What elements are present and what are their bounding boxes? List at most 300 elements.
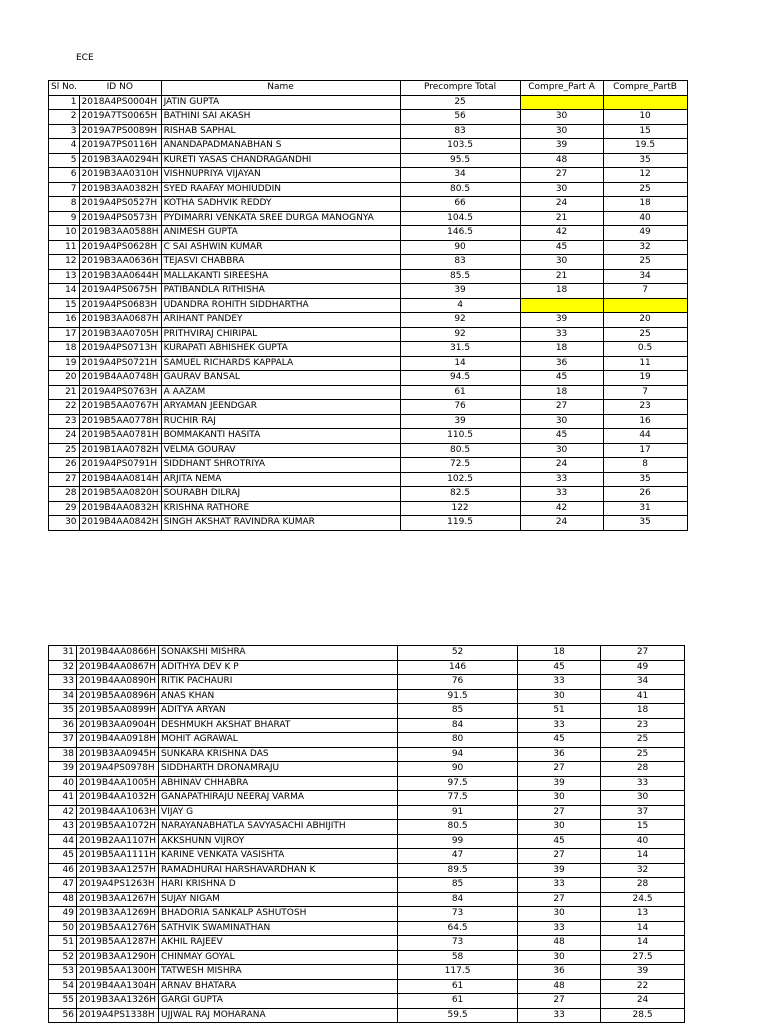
cell-name[interactable]: PYDIMARRI VENKATA SREE DURGA MANOGNYA	[161, 211, 400, 226]
cell-compre-part-a[interactable]: 48	[518, 936, 601, 951]
cell-compre-part-b[interactable]: 24	[601, 994, 685, 1009]
cell-sl-no[interactable]: 32	[49, 660, 77, 675]
cell-name[interactable]: ARIHANT PANDEY	[161, 313, 400, 328]
cell-sl-no[interactable]: 53	[49, 965, 77, 980]
cell-name[interactable]: TATWESH MISHRA	[159, 965, 398, 980]
cell-sl-no[interactable]: 21	[49, 385, 80, 400]
cell-compre-part-a[interactable]: 30	[520, 414, 603, 429]
cell-compre-part-a[interactable]: 33	[520, 327, 603, 342]
cell-precompre-total[interactable]: 61	[398, 979, 518, 994]
cell-sl-no[interactable]: 31	[49, 646, 77, 661]
cell-id-no[interactable]: 2019B3AA0294H	[79, 153, 161, 168]
cell-compre-part-b[interactable]: 35	[603, 516, 687, 531]
cell-compre-part-b[interactable]	[603, 298, 687, 313]
cell-compre-part-a[interactable]: 42	[520, 501, 603, 516]
cell-compre-part-a[interactable]: 33	[518, 878, 601, 893]
cell-id-no[interactable]: 2019B3AA0904H	[77, 718, 159, 733]
cell-sl-no[interactable]: 13	[49, 269, 80, 284]
cell-precompre-total[interactable]: 73	[398, 907, 518, 922]
cell-precompre-total[interactable]: 94.5	[400, 371, 520, 386]
cell-sl-no[interactable]: 16	[49, 313, 80, 328]
cell-compre-part-a[interactable]: 30	[518, 820, 601, 835]
cell-name[interactable]: ARNAV BHATARA	[159, 979, 398, 994]
cell-compre-part-a[interactable]: 30	[518, 907, 601, 922]
cell-compre-part-b[interactable]: 24.5	[601, 892, 685, 907]
cell-precompre-total[interactable]: 83	[400, 255, 520, 270]
cell-precompre-total[interactable]: 25	[400, 95, 520, 110]
cell-precompre-total[interactable]: 76	[400, 400, 520, 415]
cell-id-no[interactable]: 2019B5AA0899H	[77, 704, 159, 719]
cell-compre-part-a[interactable]: 21	[520, 211, 603, 226]
cell-compre-part-b[interactable]: 27.5	[601, 950, 685, 965]
cell-compre-part-b[interactable]: 10	[603, 110, 687, 125]
cell-compre-part-b[interactable]: 44	[603, 429, 687, 444]
cell-sl-no[interactable]: 26	[49, 458, 80, 473]
cell-name[interactable]: A AAZAM	[161, 385, 400, 400]
cell-precompre-total[interactable]: 80	[398, 733, 518, 748]
cell-id-no[interactable]: 2019A4PS1263H	[77, 878, 159, 893]
cell-id-no[interactable]: 2019A4PS0573H	[79, 211, 161, 226]
cell-name[interactable]: ADITYA ARYAN	[159, 704, 398, 719]
cell-sl-no[interactable]: 30	[49, 516, 80, 531]
cell-sl-no[interactable]: 24	[49, 429, 80, 444]
cell-compre-part-b[interactable]: 37	[601, 805, 685, 820]
cell-name[interactable]: NARAYANABHATLA SAVYASACHI ABHIJITH	[159, 820, 398, 835]
cell-sl-no[interactable]: 29	[49, 501, 80, 516]
cell-compre-part-a[interactable]: 24	[520, 516, 603, 531]
cell-id-no[interactable]: 2019B5AA1072H	[77, 820, 159, 835]
cell-name[interactable]: KURAPATI ABHISHEK GUPTA	[161, 342, 400, 357]
cell-id-no[interactable]: 2019A4PS0713H	[79, 342, 161, 357]
cell-precompre-total[interactable]: 117.5	[398, 965, 518, 980]
cell-compre-part-a[interactable]: 39	[520, 139, 603, 154]
cell-precompre-total[interactable]: 39	[400, 284, 520, 299]
cell-compre-part-b[interactable]: 25	[601, 733, 685, 748]
cell-id-no[interactable]: 2019B4AA0748H	[79, 371, 161, 386]
cell-sl-no[interactable]: 38	[49, 747, 77, 762]
cell-id-no[interactable]: 2018A4PS0004H	[79, 95, 161, 110]
cell-name[interactable]: SONAKSHI MISHRA	[159, 646, 398, 661]
cell-compre-part-a[interactable]: 21	[520, 269, 603, 284]
cell-id-no[interactable]: 2019B5AA0767H	[79, 400, 161, 415]
cell-sl-no[interactable]: 14	[49, 284, 80, 299]
cell-compre-part-a[interactable]: 30	[518, 689, 601, 704]
cell-precompre-total[interactable]: 85	[398, 704, 518, 719]
cell-compre-part-b[interactable]: 32	[603, 240, 687, 255]
cell-id-no[interactable]: 2019A4PS0791H	[79, 458, 161, 473]
cell-name[interactable]: SINGH AKSHAT RAVINDRA KUMAR	[161, 516, 400, 531]
cell-compre-part-a[interactable]: 30	[520, 124, 603, 139]
cell-compre-part-b[interactable]: 41	[601, 689, 685, 704]
cell-sl-no[interactable]: 7	[49, 182, 80, 197]
cell-precompre-total[interactable]: 94	[398, 747, 518, 762]
cell-precompre-total[interactable]: 4	[400, 298, 520, 313]
cell-name[interactable]: MALLAKANTI SIREESHA	[161, 269, 400, 284]
cell-precompre-total[interactable]: 122	[400, 501, 520, 516]
cell-name[interactable]: C SAI ASHWIN KUMAR	[161, 240, 400, 255]
cell-id-no[interactable]: 2019A4PS0978H	[77, 762, 159, 777]
cell-compre-part-b[interactable]: 49	[603, 226, 687, 241]
cell-compre-part-a[interactable]: 36	[518, 747, 601, 762]
cell-id-no[interactable]: 2019B4AA1304H	[77, 979, 159, 994]
cell-name[interactable]: ARJITA NEMA	[161, 472, 400, 487]
cell-id-no[interactable]: 2019B1AA0782H	[79, 443, 161, 458]
cell-sl-no[interactable]: 12	[49, 255, 80, 270]
cell-id-no[interactable]: 2019A4PS0683H	[79, 298, 161, 313]
cell-precompre-total[interactable]: 73	[398, 936, 518, 951]
cell-sl-no[interactable]: 56	[49, 1008, 77, 1023]
cell-name[interactable]: UJJWAL RAJ MOHARANA	[159, 1008, 398, 1023]
cell-compre-part-b[interactable]: 7	[603, 385, 687, 400]
cell-sl-no[interactable]: 37	[49, 733, 77, 748]
cell-precompre-total[interactable]: 64.5	[398, 921, 518, 936]
cell-id-no[interactable]: 2019B3AA0705H	[79, 327, 161, 342]
cell-sl-no[interactable]: 23	[49, 414, 80, 429]
cell-compre-part-b[interactable]: 20	[603, 313, 687, 328]
cell-precompre-total[interactable]: 110.5	[400, 429, 520, 444]
cell-id-no[interactable]: 2019B4AA0890H	[77, 675, 159, 690]
cell-compre-part-a[interactable]: 24	[520, 197, 603, 212]
cell-compre-part-b[interactable]: 22	[601, 979, 685, 994]
cell-compre-part-b[interactable]: 13	[601, 907, 685, 922]
cell-precompre-total[interactable]: 84	[398, 718, 518, 733]
cell-id-no[interactable]: 2019B4AA1063H	[77, 805, 159, 820]
cell-name[interactable]: PRITHVIRAJ CHIRIPAL	[161, 327, 400, 342]
cell-name[interactable]: BHADORIA SANKALP ASHUTOSH	[159, 907, 398, 922]
cell-compre-part-b[interactable]	[603, 95, 687, 110]
cell-precompre-total[interactable]: 72.5	[400, 458, 520, 473]
cell-compre-part-b[interactable]: 23	[601, 718, 685, 733]
cell-name[interactable]: KOTHA SADHVIK REDDY	[161, 197, 400, 212]
cell-precompre-total[interactable]: 47	[398, 849, 518, 864]
cell-name[interactable]: GARGI GUPTA	[159, 994, 398, 1009]
cell-id-no[interactable]: 2019B4AA1032H	[77, 791, 159, 806]
cell-compre-part-b[interactable]: 8	[603, 458, 687, 473]
cell-sl-no[interactable]: 11	[49, 240, 80, 255]
cell-sl-no[interactable]: 46	[49, 863, 77, 878]
cell-sl-no[interactable]: 10	[49, 226, 80, 241]
cell-compre-part-a[interactable]: 30	[520, 110, 603, 125]
cell-sl-no[interactable]: 35	[49, 704, 77, 719]
cell-sl-no[interactable]: 40	[49, 776, 77, 791]
cell-id-no[interactable]: 2019A4PS1338H	[77, 1008, 159, 1023]
cell-compre-part-a[interactable]: 45	[520, 371, 603, 386]
cell-precompre-total[interactable]: 84	[398, 892, 518, 907]
cell-precompre-total[interactable]: 39	[400, 414, 520, 429]
cell-id-no[interactable]: 2019A7PS0116H	[79, 139, 161, 154]
cell-precompre-total[interactable]: 146.5	[400, 226, 520, 241]
cell-compre-part-a[interactable]: 42	[520, 226, 603, 241]
cell-compre-part-a[interactable]: 39	[518, 776, 601, 791]
cell-id-no[interactable]: 2019B3AA1269H	[77, 907, 159, 922]
cell-compre-part-b[interactable]: 25	[603, 182, 687, 197]
cell-id-no[interactable]: 2019B4AA0867H	[77, 660, 159, 675]
cell-id-no[interactable]: 2019A4PS0527H	[79, 197, 161, 212]
cell-sl-no[interactable]: 1	[49, 95, 80, 110]
cell-sl-no[interactable]: 28	[49, 487, 80, 502]
header-compre-part-a[interactable]: Compre_Part A	[520, 81, 603, 96]
cell-id-no[interactable]: 2019B4AA0814H	[79, 472, 161, 487]
cell-name[interactable]: MOHIT AGRAWAL	[159, 733, 398, 748]
cell-name[interactable]: JATIN GUPTA	[161, 95, 400, 110]
cell-name[interactable]: UDANDRA ROHITH SIDDHARTHA	[161, 298, 400, 313]
cell-precompre-total[interactable]: 85	[398, 878, 518, 893]
cell-precompre-total[interactable]: 92	[400, 327, 520, 342]
cell-name[interactable]: ADITHYA DEV K P	[159, 660, 398, 675]
cell-compre-part-b[interactable]: 30	[601, 791, 685, 806]
cell-precompre-total[interactable]: 102.5	[400, 472, 520, 487]
cell-precompre-total[interactable]: 56	[400, 110, 520, 125]
cell-sl-no[interactable]: 41	[49, 791, 77, 806]
cell-sl-no[interactable]: 47	[49, 878, 77, 893]
cell-compre-part-a[interactable]: 45	[518, 733, 601, 748]
cell-compre-part-b[interactable]: 35	[603, 472, 687, 487]
cell-name[interactable]: TEJASVI CHABBRA	[161, 255, 400, 270]
cell-id-no[interactable]: 2019B3AA0945H	[77, 747, 159, 762]
cell-compre-part-b[interactable]: 11	[603, 356, 687, 371]
cell-name[interactable]: GANAPATHIRAJU NEERAJ VARMA	[159, 791, 398, 806]
cell-name[interactable]: SAMUEL RICHARDS KAPPALA	[161, 356, 400, 371]
cell-precompre-total[interactable]: 91	[398, 805, 518, 820]
cell-name[interactable]: RAMADHURAI HARSHAVARDHAN K	[159, 863, 398, 878]
cell-sl-no[interactable]: 27	[49, 472, 80, 487]
cell-id-no[interactable]: 2019B5AA0820H	[79, 487, 161, 502]
cell-compre-part-a[interactable]: 27	[518, 994, 601, 1009]
cell-name[interactable]: KARINE VENKATA VASISHTA	[159, 849, 398, 864]
cell-compre-part-b[interactable]: 28	[601, 762, 685, 777]
cell-name[interactable]: SATHVIK SWAMINATHAN	[159, 921, 398, 936]
cell-name[interactable]: SYED RAAFAY MOHIUDDIN	[161, 182, 400, 197]
cell-precompre-total[interactable]: 34	[400, 168, 520, 183]
cell-sl-no[interactable]: 20	[49, 371, 80, 386]
cell-sl-no[interactable]: 44	[49, 834, 77, 849]
cell-compre-part-b[interactable]: 34	[603, 269, 687, 284]
cell-compre-part-a[interactable]: 45	[520, 240, 603, 255]
cell-compre-part-a[interactable]: 33	[520, 487, 603, 502]
cell-compre-part-a[interactable]	[520, 298, 603, 313]
cell-name[interactable]: ANANDAPADMANABHAN S	[161, 139, 400, 154]
cell-id-no[interactable]: 2019B5AA1287H	[77, 936, 159, 951]
cell-compre-part-a[interactable]: 36	[518, 965, 601, 980]
cell-sl-no[interactable]: 2	[49, 110, 80, 125]
cell-id-no[interactable]: 2019B2AA1107H	[77, 834, 159, 849]
cell-precompre-total[interactable]: 61	[400, 385, 520, 400]
cell-compre-part-a[interactable]: 30	[520, 182, 603, 197]
cell-precompre-total[interactable]: 90	[400, 240, 520, 255]
cell-precompre-total[interactable]: 14	[400, 356, 520, 371]
cell-precompre-total[interactable]: 80.5	[398, 820, 518, 835]
cell-name[interactable]: PATIBANDLA RITHISHA	[161, 284, 400, 299]
cell-name[interactable]: ABHINAV CHHABRA	[159, 776, 398, 791]
cell-compre-part-a[interactable]: 30	[518, 791, 601, 806]
cell-compre-part-b[interactable]: 49	[601, 660, 685, 675]
cell-name[interactable]: SUJAY NIGAM	[159, 892, 398, 907]
cell-compre-part-a[interactable]: 33	[518, 675, 601, 690]
cell-id-no[interactable]: 2019B3AA0687H	[79, 313, 161, 328]
cell-name[interactable]: RUCHIR RAJ	[161, 414, 400, 429]
cell-precompre-total[interactable]: 58	[398, 950, 518, 965]
cell-precompre-total[interactable]: 77.5	[398, 791, 518, 806]
cell-precompre-total[interactable]: 146	[398, 660, 518, 675]
cell-id-no[interactable]: 2019B4AA0918H	[77, 733, 159, 748]
cell-compre-part-b[interactable]: 7	[603, 284, 687, 299]
cell-name[interactable]: HARI KRISHNA D	[159, 878, 398, 893]
cell-id-no[interactable]: 2019B4AA0832H	[79, 501, 161, 516]
cell-compre-part-b[interactable]: 32	[601, 863, 685, 878]
cell-sl-no[interactable]: 45	[49, 849, 77, 864]
cell-name[interactable]: SIDDHANT SHROTRIYA	[161, 458, 400, 473]
cell-sl-no[interactable]: 3	[49, 124, 80, 139]
cell-compre-part-b[interactable]: 23	[603, 400, 687, 415]
cell-sl-no[interactable]: 9	[49, 211, 80, 226]
cell-name[interactable]: SOURABH DILRAJ	[161, 487, 400, 502]
cell-precompre-total[interactable]: 85.5	[400, 269, 520, 284]
cell-compre-part-b[interactable]: 25	[603, 327, 687, 342]
cell-sl-no[interactable]: 17	[49, 327, 80, 342]
cell-sl-no[interactable]: 55	[49, 994, 77, 1009]
cell-name[interactable]: CHINMAY GOYAL	[159, 950, 398, 965]
cell-compre-part-a[interactable]: 27	[518, 892, 601, 907]
cell-compre-part-b[interactable]: 27	[601, 646, 685, 661]
cell-precompre-total[interactable]: 80.5	[400, 182, 520, 197]
cell-compre-part-b[interactable]: 39	[601, 965, 685, 980]
cell-compre-part-a[interactable]: 24	[520, 458, 603, 473]
cell-compre-part-a[interactable]: 39	[518, 863, 601, 878]
cell-id-no[interactable]: 2019B5AA1111H	[77, 849, 159, 864]
cell-compre-part-a[interactable]: 18	[520, 385, 603, 400]
cell-precompre-total[interactable]: 76	[398, 675, 518, 690]
cell-compre-part-a[interactable]: 27	[518, 805, 601, 820]
cell-compre-part-b[interactable]: 26	[603, 487, 687, 502]
cell-id-no[interactable]: 2019B5AA1276H	[77, 921, 159, 936]
cell-compre-part-b[interactable]: 16	[603, 414, 687, 429]
cell-compre-part-b[interactable]: 25	[601, 747, 685, 762]
cell-compre-part-a[interactable]: 18	[520, 284, 603, 299]
cell-sl-no[interactable]: 52	[49, 950, 77, 965]
cell-compre-part-a[interactable]: 51	[518, 704, 601, 719]
cell-compre-part-a[interactable]: 30	[520, 255, 603, 270]
cell-sl-no[interactable]: 6	[49, 168, 80, 183]
header-id-no[interactable]: ID NO	[79, 81, 161, 96]
cell-sl-no[interactable]: 36	[49, 718, 77, 733]
cell-id-no[interactable]: 2019B4AA0866H	[77, 646, 159, 661]
cell-compre-part-b[interactable]: 18	[601, 704, 685, 719]
cell-id-no[interactable]: 2019B4AA1005H	[77, 776, 159, 791]
cell-sl-no[interactable]: 5	[49, 153, 80, 168]
cell-compre-part-b[interactable]: 14	[601, 849, 685, 864]
cell-name[interactable]: VIJAY G	[159, 805, 398, 820]
cell-name[interactable]: GAURAV BANSAL	[161, 371, 400, 386]
cell-name[interactable]: ANIMESH GUPTA	[161, 226, 400, 241]
cell-sl-no[interactable]: 34	[49, 689, 77, 704]
cell-name[interactable]: VISHNUPRIYA VIJAYAN	[161, 168, 400, 183]
cell-compre-part-a[interactable]: 33	[518, 921, 601, 936]
cell-precompre-total[interactable]: 59.5	[398, 1008, 518, 1023]
cell-name[interactable]: AKKSHUNN VIJROY	[159, 834, 398, 849]
cell-precompre-total[interactable]: 90	[398, 762, 518, 777]
cell-precompre-total[interactable]: 92	[400, 313, 520, 328]
cell-name[interactable]: KRISHNA RATHORE	[161, 501, 400, 516]
cell-id-no[interactable]: 2019A4PS0628H	[79, 240, 161, 255]
cell-compre-part-a[interactable]: 30	[518, 950, 601, 965]
cell-compre-part-b[interactable]: 25	[603, 255, 687, 270]
cell-id-no[interactable]: 2019B3AA1326H	[77, 994, 159, 1009]
cell-precompre-total[interactable]: 80.5	[400, 443, 520, 458]
cell-name[interactable]: RISHAB SAPHAL	[161, 124, 400, 139]
cell-compre-part-a[interactable]: 27	[518, 762, 601, 777]
cell-precompre-total[interactable]: 97.5	[398, 776, 518, 791]
cell-sl-no[interactable]: 33	[49, 675, 77, 690]
cell-compre-part-a[interactable]: 33	[520, 472, 603, 487]
cell-name[interactable]: DESHMUKH AKSHAT BHARAT	[159, 718, 398, 733]
cell-compre-part-a[interactable]: 27	[520, 400, 603, 415]
cell-compre-part-b[interactable]: 40	[601, 834, 685, 849]
cell-compre-part-b[interactable]: 14	[601, 936, 685, 951]
cell-compre-part-a[interactable]: 30	[520, 443, 603, 458]
cell-precompre-total[interactable]: 103.5	[400, 139, 520, 154]
cell-id-no[interactable]: 2019B5AA0896H	[77, 689, 159, 704]
cell-name[interactable]: BOMMAKANTI HASITA	[161, 429, 400, 444]
cell-sl-no[interactable]: 48	[49, 892, 77, 907]
cell-compre-part-a[interactable]: 45	[518, 834, 601, 849]
cell-name[interactable]: BATHINI SAI AKASH	[161, 110, 400, 125]
cell-name[interactable]: VELMA GOURAV	[161, 443, 400, 458]
cell-compre-part-a[interactable]: 48	[518, 979, 601, 994]
cell-id-no[interactable]: 2019B4AA0842H	[79, 516, 161, 531]
header-precompre-total[interactable]: Precompre Total	[400, 81, 520, 96]
cell-precompre-total[interactable]: 104.5	[400, 211, 520, 226]
cell-id-no[interactable]: 2019B3AA0636H	[79, 255, 161, 270]
cell-id-no[interactable]: 2019B3AA1267H	[77, 892, 159, 907]
cell-compre-part-a[interactable]: 27	[518, 849, 601, 864]
cell-compre-part-a[interactable]: 18	[520, 342, 603, 357]
cell-sl-no[interactable]: 54	[49, 979, 77, 994]
cell-compre-part-b[interactable]: 31	[603, 501, 687, 516]
cell-sl-no[interactable]: 51	[49, 936, 77, 951]
cell-name[interactable]: RITIK PACHAURI	[159, 675, 398, 690]
cell-id-no[interactable]: 2019B3AA0644H	[79, 269, 161, 284]
cell-compre-part-a[interactable]: 33	[518, 1008, 601, 1023]
cell-id-no[interactable]: 2019B5AA1300H	[77, 965, 159, 980]
cell-id-no[interactable]: 2019B5AA0778H	[79, 414, 161, 429]
cell-compre-part-b[interactable]: 0.5	[603, 342, 687, 357]
cell-precompre-total[interactable]: 31.5	[400, 342, 520, 357]
cell-id-no[interactable]: 2019A4PS0721H	[79, 356, 161, 371]
cell-compre-part-b[interactable]: 14	[601, 921, 685, 936]
cell-sl-no[interactable]: 4	[49, 139, 80, 154]
cell-compre-part-b[interactable]: 12	[603, 168, 687, 183]
cell-id-no[interactable]: 2019B3AA0588H	[79, 226, 161, 241]
cell-compre-part-b[interactable]: 28.5	[601, 1008, 685, 1023]
header-compre-part-b[interactable]: Compre_PartB	[603, 81, 687, 96]
cell-compre-part-a[interactable]: 45	[520, 429, 603, 444]
cell-id-no[interactable]: 2019B3AA0310H	[79, 168, 161, 183]
cell-compre-part-a[interactable]: 33	[518, 718, 601, 733]
cell-id-no[interactable]: 2019A4PS0675H	[79, 284, 161, 299]
cell-precompre-total[interactable]: 61	[398, 994, 518, 1009]
cell-precompre-total[interactable]: 82.5	[400, 487, 520, 502]
cell-id-no[interactable]: 2019B3AA1290H	[77, 950, 159, 965]
cell-compre-part-a[interactable]: 36	[520, 356, 603, 371]
cell-sl-no[interactable]: 19	[49, 356, 80, 371]
cell-compre-part-a[interactable]: 45	[518, 660, 601, 675]
cell-id-no[interactable]: 2019B3AA1257H	[77, 863, 159, 878]
cell-compre-part-a[interactable]: 39	[520, 313, 603, 328]
cell-compre-part-b[interactable]: 15	[601, 820, 685, 835]
cell-sl-no[interactable]: 15	[49, 298, 80, 313]
cell-sl-no[interactable]: 39	[49, 762, 77, 777]
cell-sl-no[interactable]: 18	[49, 342, 80, 357]
